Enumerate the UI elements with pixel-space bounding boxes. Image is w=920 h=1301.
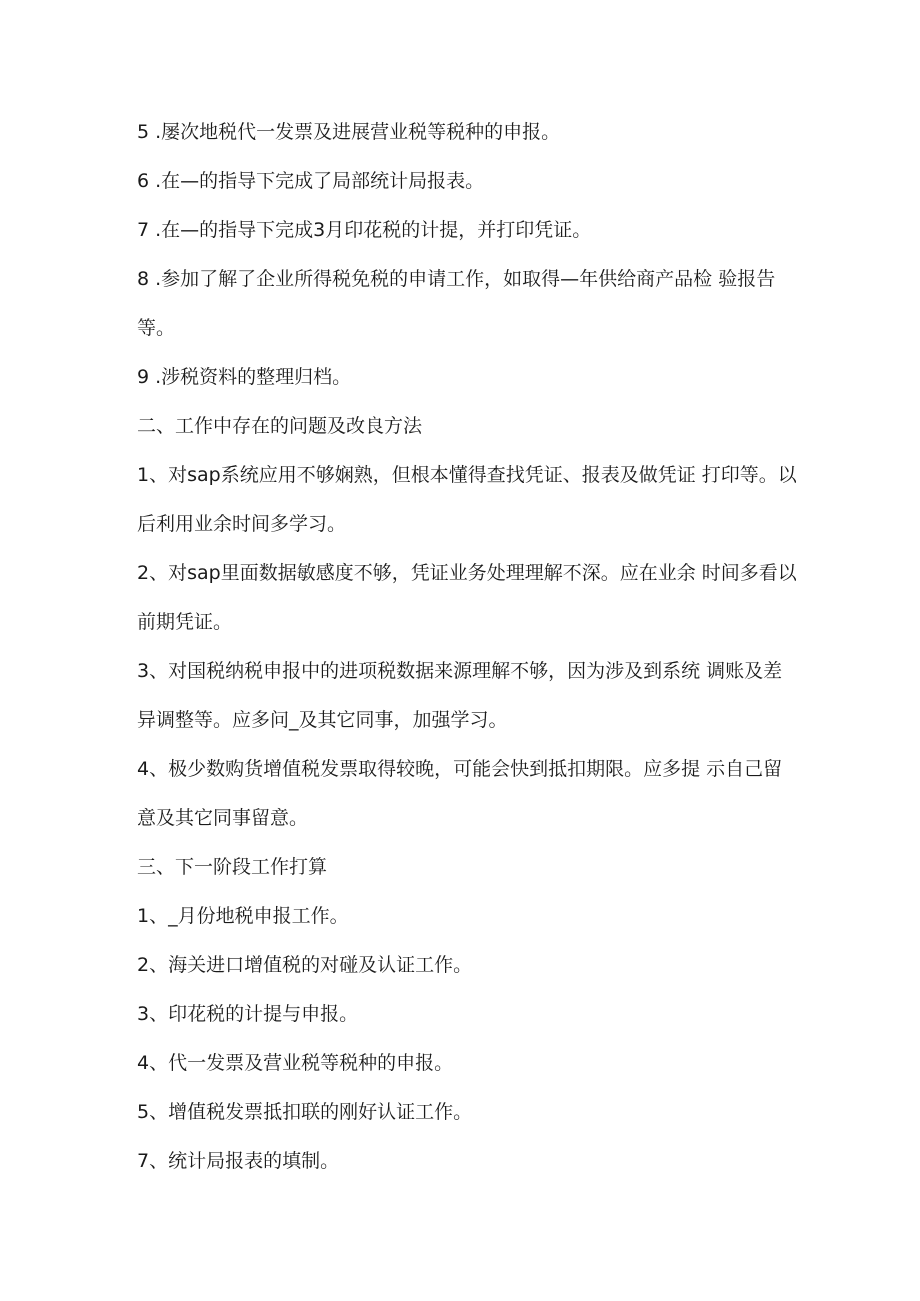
paragraph: 4、极少数购货增值税发票取得较晚，可能会快到抵扣期限。应多提 示自己留意及其它同事留意。 [137, 758, 783, 829]
paragraph: 8 .参加了解了企业所得税免税的申请工作，如取得—年供给商产品检 验报告等。 [137, 268, 776, 339]
paragraph: 4、代一发票及营业税等税种的申报。 [137, 1052, 454, 1074]
paragraph: 9 .涉税资料的整理归档。 [137, 366, 352, 388]
paragraph: 7 .在—的指导下完成3月印花税的计提，并打印凭证。 [137, 219, 592, 241]
document-body [137, 108, 797, 1186]
section-heading: 二、工作中存在的问题及改良方法 [137, 415, 423, 437]
paragraph: 1、对sap系统应用不够娴熟，但根本懂得查找凭证、报表及做凭证 打印等。以后利用业余时间多学习。 [137, 464, 797, 535]
paragraph: 1、_月份地税申报工作。 [137, 905, 349, 927]
paragraph: 3、对国税纳税申报中的进项税数据来源理解不够，因为涉及到系统 调账及差异调整等。应多问_及其它同事，加强学习。 [137, 660, 783, 731]
paragraph: 2、海关进口增值税的对碰及认证工作。 [137, 954, 473, 976]
section-heading: 三、下一阶段工作打算 [137, 856, 328, 878]
paragraph: 5、增值税发票抵扣联的刚好认证工作。 [137, 1101, 473, 1123]
paragraph: 7、统计局报表的填制。 [137, 1150, 340, 1172]
paragraph: 2、对sap里面数据敏感度不够，凭证业务处理理解不深。应在业余 时间多看以前期凭证。 [137, 562, 797, 633]
paragraph: 3、印花税的计提与申报。 [137, 1003, 359, 1025]
paragraph: 5 .屡次地税代一发票及进展营业税等税种的申报。 [137, 121, 561, 143]
paragraph: 6 .在—的指导下完成了局部统计局报表。 [137, 170, 485, 192]
